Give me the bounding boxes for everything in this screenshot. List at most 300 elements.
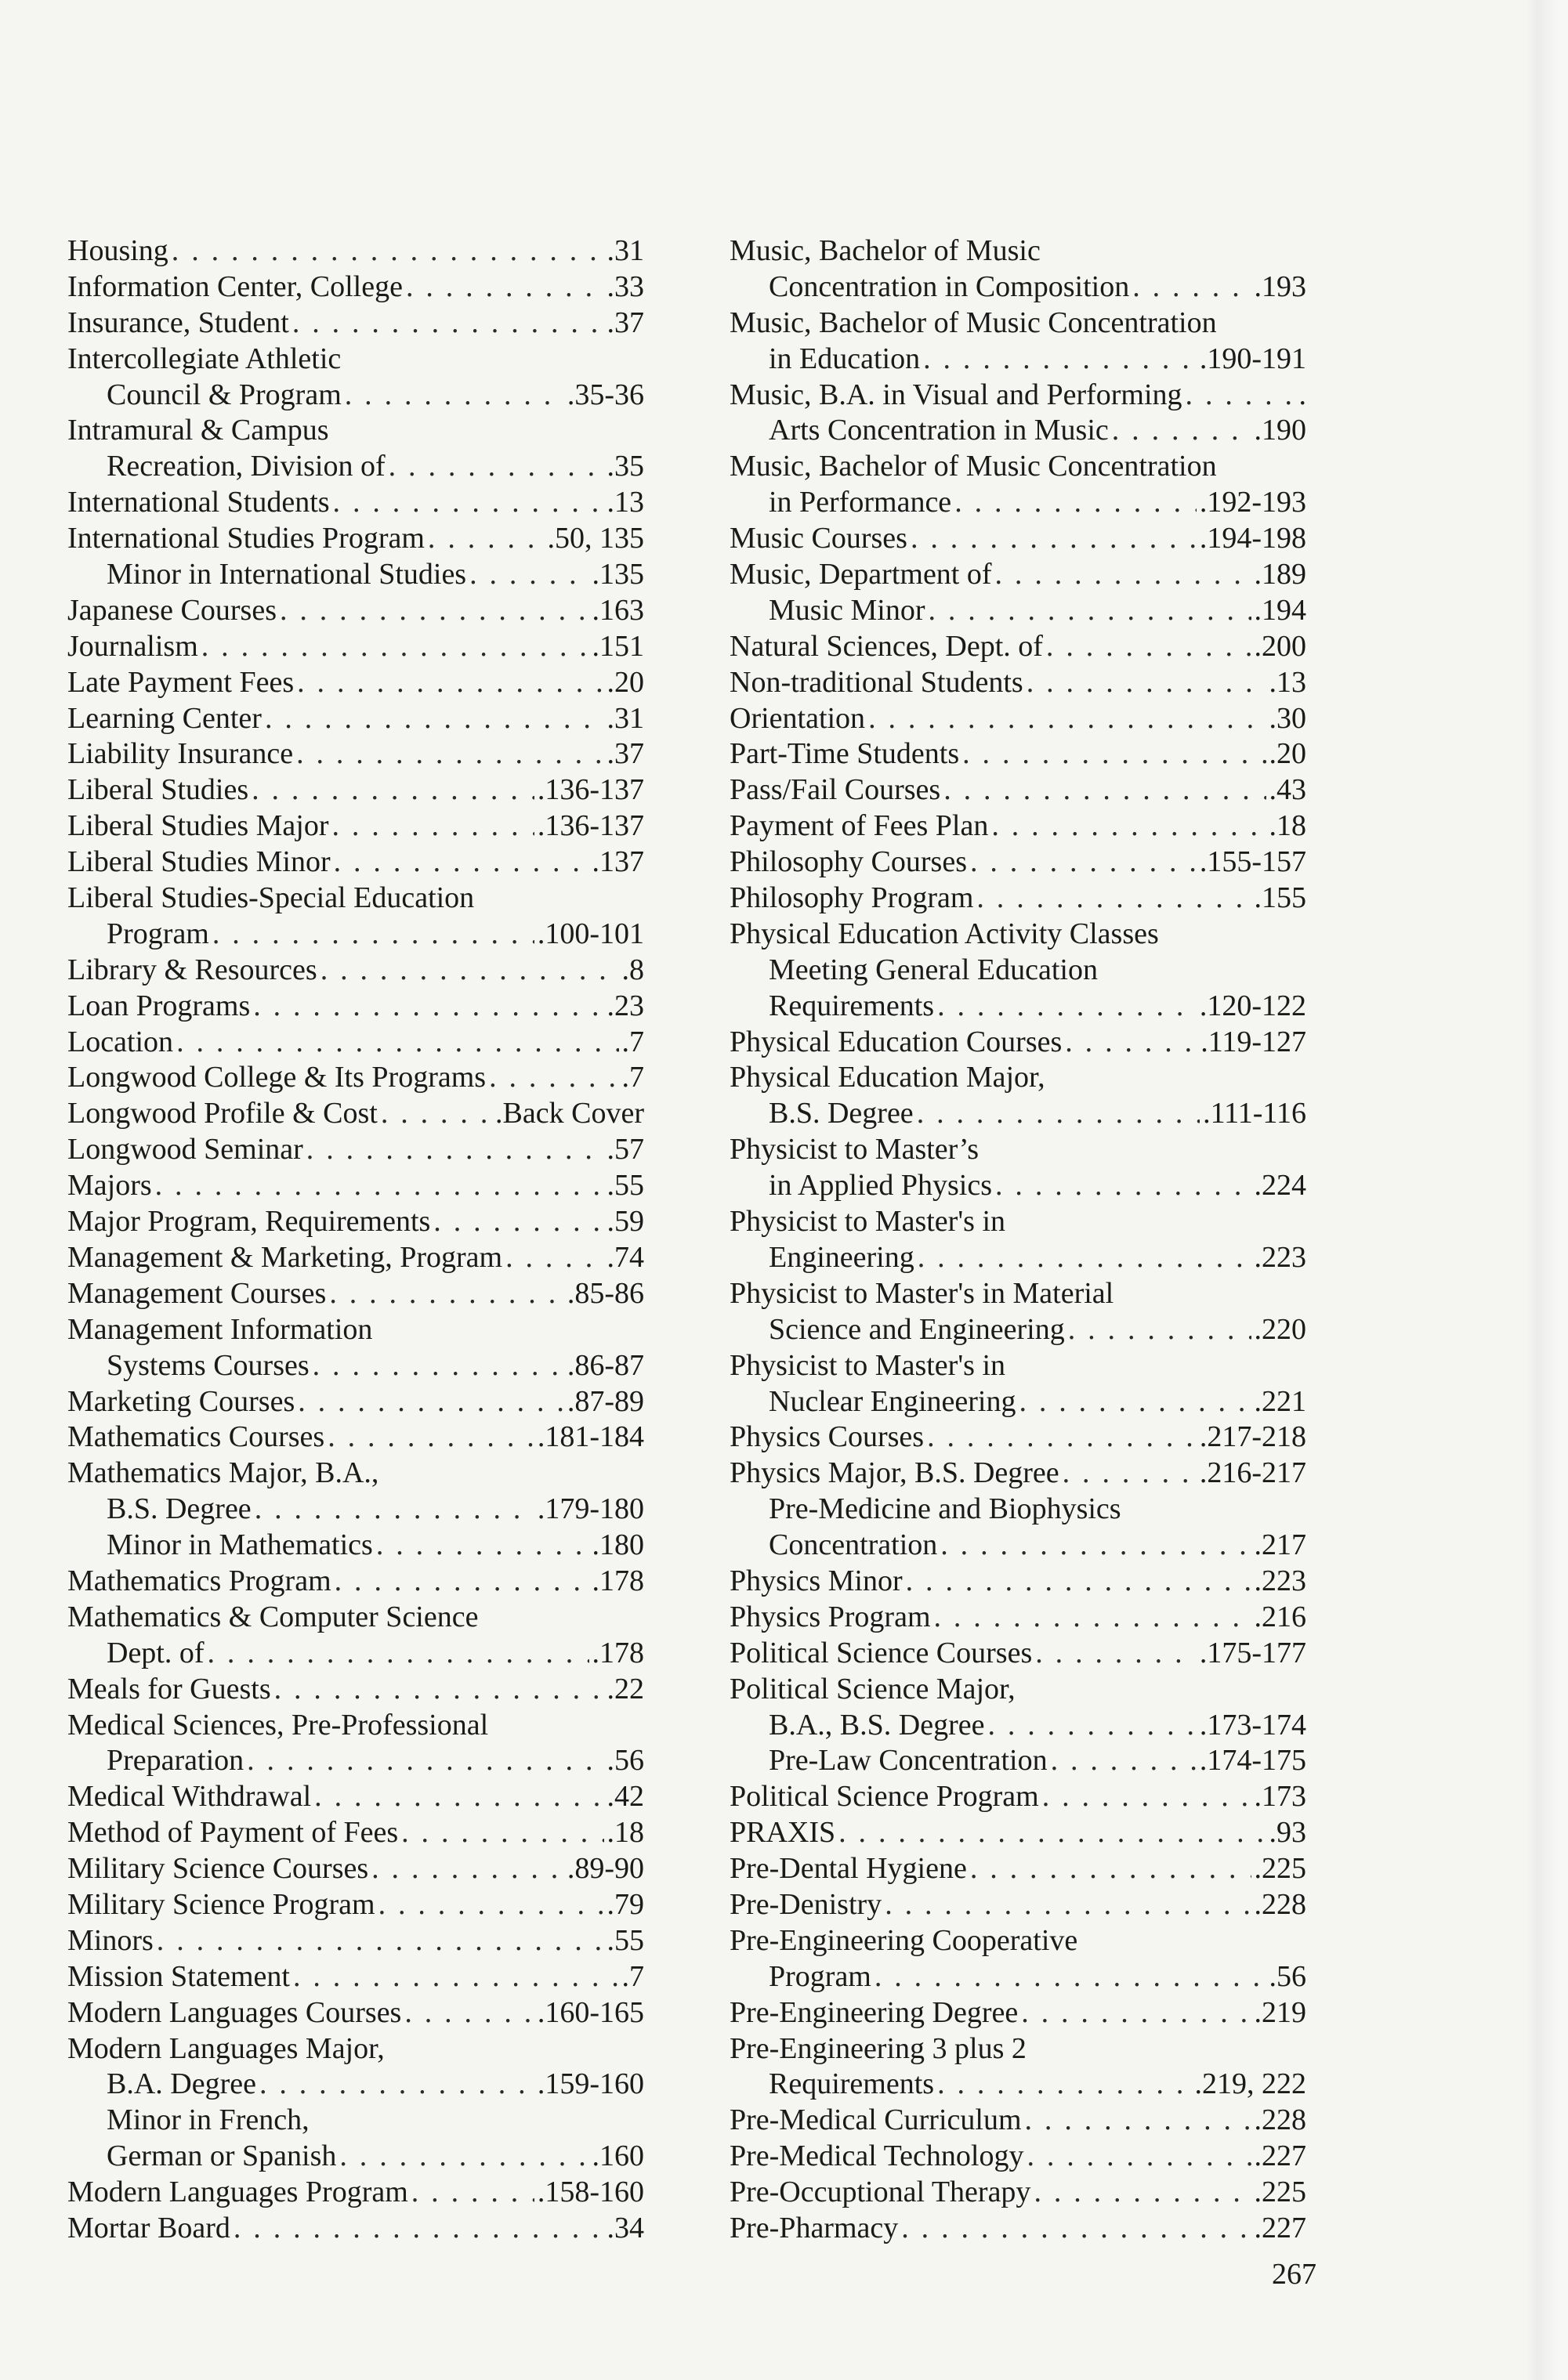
index-term: Pre-Law Concentration [769, 1744, 1048, 1778]
index-page-ref: .7 [621, 1959, 644, 1993]
index-entry [730, 1132, 1306, 1168]
index-page-ref: .18 [1269, 809, 1306, 843]
dot-leader [937, 989, 1197, 1025]
index-entry [730, 845, 1306, 881]
index-entry [67, 1132, 644, 1168]
index-term: B.A., B.S. Degree [769, 1708, 985, 1742]
index-page-ref: .192-193 [1199, 486, 1306, 519]
index-page-ref: .224 [1254, 1169, 1306, 1203]
index-entry [67, 1204, 644, 1240]
index-entry [730, 1456, 1306, 1492]
index-entry [730, 1708, 1306, 1744]
index-page-ref: .137 [592, 845, 644, 879]
index-entry [730, 1851, 1306, 1887]
index-term: Music, Bachelor of Music Concentration [730, 306, 1217, 339]
index-term: Dept. of [107, 1636, 205, 1669]
index-entry [730, 2175, 1306, 2211]
dot-leader [201, 629, 589, 665]
index-entry [67, 1959, 644, 1995]
dot-leader [901, 2211, 1251, 2247]
page-edge-shadow [1526, 0, 1568, 2380]
dot-leader [172, 233, 604, 269]
index-entry [67, 701, 644, 737]
index-entry [67, 233, 644, 269]
index-entry [730, 342, 1306, 378]
dot-leader [1035, 1636, 1197, 1672]
index-entry [67, 1708, 644, 1744]
index-entry [730, 1312, 1306, 1348]
index-entry [67, 1672, 644, 1708]
dot-leader [265, 701, 604, 737]
index-page-ref: .136-137 [537, 773, 644, 807]
index-page-ref: .33 [607, 269, 644, 303]
index-term: Mathematics Courses [67, 1420, 325, 1454]
index-entry [67, 736, 644, 772]
index-term: Music, Department of [730, 558, 992, 591]
index-term: Late Payment Fees [67, 665, 295, 699]
index-page-ref: . [1298, 378, 1306, 411]
index-entry [730, 233, 1306, 269]
index-term: Liberal Studies [67, 773, 249, 807]
dot-leader [274, 1672, 604, 1708]
index-page-ref: .13 [607, 486, 644, 519]
dot-leader [208, 1636, 589, 1672]
index-term: Longwood Seminar [67, 1133, 303, 1166]
index-term: Political Science Major, [730, 1672, 1016, 1705]
dot-leader [376, 1528, 589, 1564]
index-term: in Applied Physics [769, 1169, 993, 1203]
index-term: Management Courses [67, 1276, 327, 1310]
index-term: Liberal Studies Minor [67, 845, 331, 879]
index-entry [67, 1060, 644, 1096]
dot-leader [252, 772, 534, 808]
index-entry [67, 521, 644, 557]
dot-leader [297, 665, 603, 701]
index-term: Pre-Engineering Cooperative [730, 1923, 1078, 1957]
dot-leader [970, 1851, 1251, 1887]
index-page-ref: .223 [1254, 1564, 1306, 1597]
index-term: Marketing Courses [67, 1384, 295, 1418]
index-term: Military Science Courses [67, 1852, 369, 1886]
index-entry [730, 1636, 1306, 1672]
index-page-ref: .111-116 [1203, 1097, 1306, 1130]
index-term: International Students [67, 486, 330, 519]
index-entry [67, 2175, 644, 2211]
dot-leader [345, 378, 564, 414]
index-page-ref: .59 [607, 1205, 644, 1239]
index-page-ref: .136-137 [537, 809, 644, 843]
index-term: Council & Program [107, 378, 342, 411]
index-term: Physicist to Master’s [730, 1133, 980, 1166]
index-term: Information Center, College [67, 269, 403, 303]
index-page-ref: .200 [1254, 629, 1306, 663]
dot-leader [923, 342, 1197, 378]
index-term: Pre-Occuptional Therapy [730, 2176, 1031, 2209]
dot-leader [927, 1420, 1197, 1456]
dot-leader [293, 1959, 619, 1995]
index-term: Management & Marketing, Program [67, 1240, 503, 1274]
index-term: Political Science Courses [730, 1636, 1033, 1669]
index-term: International Studies Program [67, 522, 425, 555]
dot-leader [406, 269, 604, 306]
index-page-ref: .193 [1254, 269, 1306, 303]
index-entry [67, 2139, 644, 2175]
index-term: Physics Courses [730, 1420, 925, 1454]
dot-leader [1063, 1456, 1197, 1492]
index-term: Medical Sciences, Pre-Professional [67, 1708, 489, 1742]
dot-leader [296, 736, 603, 772]
dot-leader [954, 485, 1197, 521]
dot-leader [970, 845, 1197, 881]
index-page-ref: .7 [621, 1025, 644, 1058]
index-term: Intramural & Campus [67, 414, 329, 447]
index-term: Loan Programs [67, 989, 251, 1022]
index-page-ref: .93 [1269, 1816, 1306, 1850]
index-page-ref: .35-36 [567, 378, 644, 411]
index-entry [67, 881, 644, 917]
index-entry [67, 1815, 644, 1851]
index-entry [67, 342, 644, 378]
dot-leader [411, 2175, 534, 2211]
index-term: Meals for Guests [67, 1672, 271, 1705]
dot-leader [940, 1528, 1251, 1564]
dot-leader [976, 881, 1251, 917]
index-entry [730, 989, 1306, 1025]
dot-leader [918, 1240, 1251, 1276]
dot-leader [1132, 269, 1251, 306]
index-page-ref: .55 [607, 1923, 644, 1957]
index-term: Orientation [730, 701, 866, 735]
index-page-ref: .89-90 [567, 1852, 644, 1886]
dot-leader [991, 808, 1266, 845]
index-entry [67, 1528, 644, 1564]
index-entry [730, 736, 1306, 772]
index-entry [730, 701, 1306, 737]
index-page-ref: .8 [621, 953, 644, 986]
index-page-ref: .155 [1254, 881, 1306, 915]
index-entry [67, 1923, 644, 1959]
dot-leader [335, 1564, 589, 1600]
dot-leader [995, 557, 1251, 593]
index-entry [730, 1528, 1306, 1564]
index-entry [730, 772, 1306, 808]
index-page-ref: .227 [1254, 2211, 1306, 2244]
index-entry [67, 1600, 644, 1636]
dot-leader [1042, 1779, 1251, 1815]
index-term: Physics Program [730, 1600, 931, 1633]
index-page-ref: .86-87 [567, 1348, 644, 1382]
index-term: B.S. Degree [107, 1492, 252, 1526]
index-entry [67, 989, 644, 1025]
index-term: Recreation, Division of [107, 450, 386, 483]
index-term: Requirements [769, 989, 935, 1022]
index-entry [730, 629, 1306, 665]
dot-leader [333, 485, 604, 521]
index-page-ref: .216-217 [1199, 1456, 1306, 1490]
index-page-ref: .216 [1254, 1600, 1306, 1633]
index-page-ref: .160 [592, 2139, 644, 2173]
index-page-ref: .55 [607, 1169, 644, 1203]
index-entry [730, 1959, 1306, 1995]
index-column-right [730, 233, 1306, 2247]
dot-leader [929, 593, 1251, 629]
index-page-ref: .163 [592, 593, 644, 627]
index-entry [67, 269, 644, 306]
index-page-ref: .18 [607, 1816, 644, 1850]
dot-leader [328, 1420, 534, 1456]
index-entry [730, 1600, 1306, 1636]
index-entry [67, 378, 644, 414]
index-term: Engineering [769, 1240, 914, 1274]
index-term: Concentration [769, 1528, 938, 1562]
index-entry [67, 1168, 644, 1204]
index-page-ref: .87-89 [567, 1384, 644, 1418]
index-term: Pass/Fail Courses [730, 773, 941, 807]
dot-leader [868, 701, 1266, 737]
index-entry [67, 1348, 644, 1384]
index-page-ref: .100-101 [537, 917, 644, 950]
index-entry [730, 1276, 1306, 1312]
dot-leader [378, 1887, 604, 1923]
index-entry [67, 1564, 644, 1600]
index-page-ref: .23 [607, 989, 644, 1022]
index-term: Library & Resources [67, 953, 317, 986]
index-entry [730, 953, 1306, 989]
index-page-ref: .31 [607, 701, 644, 735]
index-term: Major Program, Requirements [67, 1205, 431, 1239]
index-entry [730, 1887, 1306, 1923]
index-entry [730, 1815, 1306, 1851]
index-page-ref: .43 [1269, 773, 1306, 807]
index-entry [67, 1887, 644, 1923]
index-page-ref: .194 [1254, 593, 1306, 627]
index-page-ref: .221 [1254, 1384, 1306, 1418]
dot-leader [906, 1564, 1251, 1600]
index-term: Housing [67, 234, 168, 267]
dot-leader [292, 306, 604, 342]
index-term: Mathematics Major, B.A., [67, 1456, 379, 1490]
index-page-ref: .178 [592, 1636, 644, 1669]
index-term: Learning Center [67, 701, 262, 735]
index-term: Systems Courses [107, 1348, 310, 1382]
dot-leader [885, 1887, 1251, 1923]
index-term: Physical Education Major, [730, 1061, 1045, 1094]
dot-leader [334, 845, 589, 881]
dot-leader [280, 593, 589, 629]
index-term: Music, Bachelor of Music Concentration [730, 450, 1217, 483]
index-page-ref: .30 [1269, 701, 1306, 735]
dot-leader [1027, 665, 1266, 701]
index-page-ref: .13 [1269, 665, 1306, 699]
index-entry [730, 1384, 1306, 1420]
dot-leader [255, 1492, 534, 1528]
index-term: Physicist to Master's in Material [730, 1276, 1114, 1310]
index-page-ref: .159-160 [537, 2067, 644, 2101]
index-entry [67, 2067, 644, 2103]
index-entry [730, 2067, 1306, 2103]
index-column-left [67, 233, 644, 2247]
index-entry [730, 1420, 1306, 1456]
index-page-ref: .50, 135 [547, 522, 644, 555]
index-term: Non-traditional Students [730, 665, 1023, 699]
index-term: Nuclear Engineering [769, 1384, 1016, 1418]
index-entry [67, 2211, 644, 2247]
index-term: Longwood Profile & Cost [67, 1097, 378, 1130]
index-entry [730, 881, 1306, 917]
index-page-ref: .227 [1254, 2139, 1306, 2173]
index-page-ref: .135 [592, 558, 644, 591]
index-entry [67, 917, 644, 953]
dot-leader [314, 1779, 603, 1815]
index-entry [67, 485, 644, 521]
dot-leader [381, 1096, 492, 1132]
index-entry [730, 306, 1306, 342]
index-entry [730, 1564, 1306, 1600]
dot-leader [401, 1815, 603, 1851]
index-term: Concentration in Composition [769, 269, 1130, 303]
index-entry [730, 2139, 1306, 2175]
dot-leader [934, 1600, 1251, 1636]
index-page-ref: .34 [607, 2211, 644, 2244]
index-entry [67, 953, 644, 989]
index-term: Pre-Pharmacy [730, 2211, 899, 2244]
index-entry [730, 2103, 1306, 2139]
index-page-ref: .119-127 [1200, 1025, 1306, 1058]
index-page-ref: .189 [1254, 558, 1306, 591]
index-entry [730, 1743, 1306, 1779]
index-entry [67, 593, 644, 629]
index-page-ref: .181-184 [537, 1420, 644, 1454]
index-entry [730, 593, 1306, 629]
index-entry [730, 665, 1306, 701]
index-page-ref: .173-174 [1199, 1708, 1306, 1742]
index-page-ref: .85-86 [567, 1276, 644, 1310]
index-term: in Education [769, 342, 921, 375]
dot-leader [234, 2211, 604, 2247]
index-term: PRAXIS [730, 1816, 836, 1850]
dot-leader [1021, 1995, 1251, 2031]
dot-leader [331, 808, 534, 845]
index-entry [67, 413, 644, 449]
index-entry [67, 845, 644, 881]
index-entry [67, 1312, 644, 1348]
index-page-ref: .223 [1254, 1240, 1306, 1274]
index-term: Music Minor [769, 593, 925, 627]
index-page-ref: .220 [1254, 1312, 1306, 1346]
dot-leader [1186, 378, 1296, 414]
index-term: Minor in French, [107, 2103, 310, 2137]
dot-leader [1034, 2175, 1251, 2211]
index-entry [67, 557, 644, 593]
index-term: Natural Sciences, Dept. of [730, 629, 1043, 663]
index-term: Arts Concentration in Music [769, 414, 1109, 447]
index-term: Music, B.A. in Visual and Performing [730, 378, 1182, 411]
index-entry [67, 665, 644, 701]
index-page-ref: .174-175 [1199, 1744, 1306, 1778]
index-page-ref: .56 [1269, 1959, 1306, 1993]
dot-leader [212, 917, 534, 953]
index-term: Physical Education Courses [730, 1025, 1063, 1058]
index-entry [67, 1456, 644, 1492]
index-term: Location [67, 1025, 174, 1058]
dot-leader [1065, 1025, 1197, 1061]
index-term: Pre-Denistry [730, 1887, 882, 1921]
index-entry [67, 1492, 644, 1528]
index-term: Minor in Mathematics [107, 1528, 373, 1562]
index-entry [730, 1168, 1306, 1204]
index-entry [730, 808, 1306, 845]
index-entry [730, 1060, 1306, 1096]
index-page-ref: .225 [1254, 2176, 1306, 2209]
index-term: Program [769, 1959, 871, 1993]
index-entry [730, 2031, 1306, 2067]
dot-leader [155, 1168, 604, 1204]
index-page-ref: .7 [621, 1061, 644, 1094]
dot-leader [329, 1276, 564, 1312]
index-entry [730, 378, 1306, 414]
dot-leader [505, 1240, 603, 1276]
index-page-ref: .56 [607, 1744, 644, 1778]
dot-leader [1027, 2139, 1251, 2175]
index-term: Payment of Fees Plan [730, 809, 989, 843]
index-entry [730, 1779, 1306, 1815]
index-entry [67, 772, 644, 808]
index-page-ref: .190-191 [1199, 342, 1306, 375]
dot-leader [1046, 629, 1251, 665]
index-page-ref: .120-122 [1199, 989, 1306, 1022]
dot-leader [1019, 1384, 1251, 1420]
dot-leader [389, 449, 604, 485]
dot-leader [253, 989, 603, 1025]
index-entry [730, 1923, 1306, 1959]
dot-leader [176, 1025, 618, 1061]
dot-leader [1051, 1743, 1197, 1779]
index-term: Japanese Courses [67, 593, 277, 627]
index-term: Physicist to Master's in [730, 1348, 1006, 1382]
index-entry [67, 1779, 644, 1815]
index-page-ref: .74 [607, 1240, 644, 1274]
index-entry [67, 808, 644, 845]
index-page-ref: .20 [607, 665, 644, 699]
index-term: Longwood College & Its Programs [67, 1061, 487, 1094]
index-term: Mathematics Program [67, 1564, 331, 1597]
dot-leader [943, 772, 1266, 808]
index-term: B.A. Degree [107, 2067, 256, 2101]
dot-leader [157, 1923, 604, 1959]
dot-leader [962, 736, 1266, 772]
index-term: Pre-Medical Curriculum [730, 2103, 1022, 2137]
index-page-ref: .Back Cover [495, 1097, 644, 1130]
index-term: Physicist to Master's in [730, 1205, 1006, 1239]
index-term: Music Courses [730, 522, 907, 555]
dot-leader [298, 1384, 564, 1420]
dot-leader [371, 1851, 564, 1887]
index-term: Mission Statement [67, 1959, 290, 1993]
index-entry [730, 413, 1306, 449]
index-term: Method of Payment of Fees [67, 1816, 399, 1850]
dot-leader [339, 2139, 588, 2175]
index-page-ref: .217-218 [1199, 1420, 1306, 1454]
index-term: Liability Insurance [67, 737, 294, 771]
dot-leader [259, 2067, 534, 2103]
index-term: Music, Bachelor of Music [730, 234, 1041, 267]
index-term: Minor in International Studies [107, 558, 467, 591]
index-term: Political Science Program [730, 1780, 1039, 1814]
index-entry [730, 1492, 1306, 1528]
index-term: Part-Time Students [730, 737, 960, 771]
index-page-ref: .79 [607, 1887, 644, 1921]
index-entry [730, 917, 1306, 953]
